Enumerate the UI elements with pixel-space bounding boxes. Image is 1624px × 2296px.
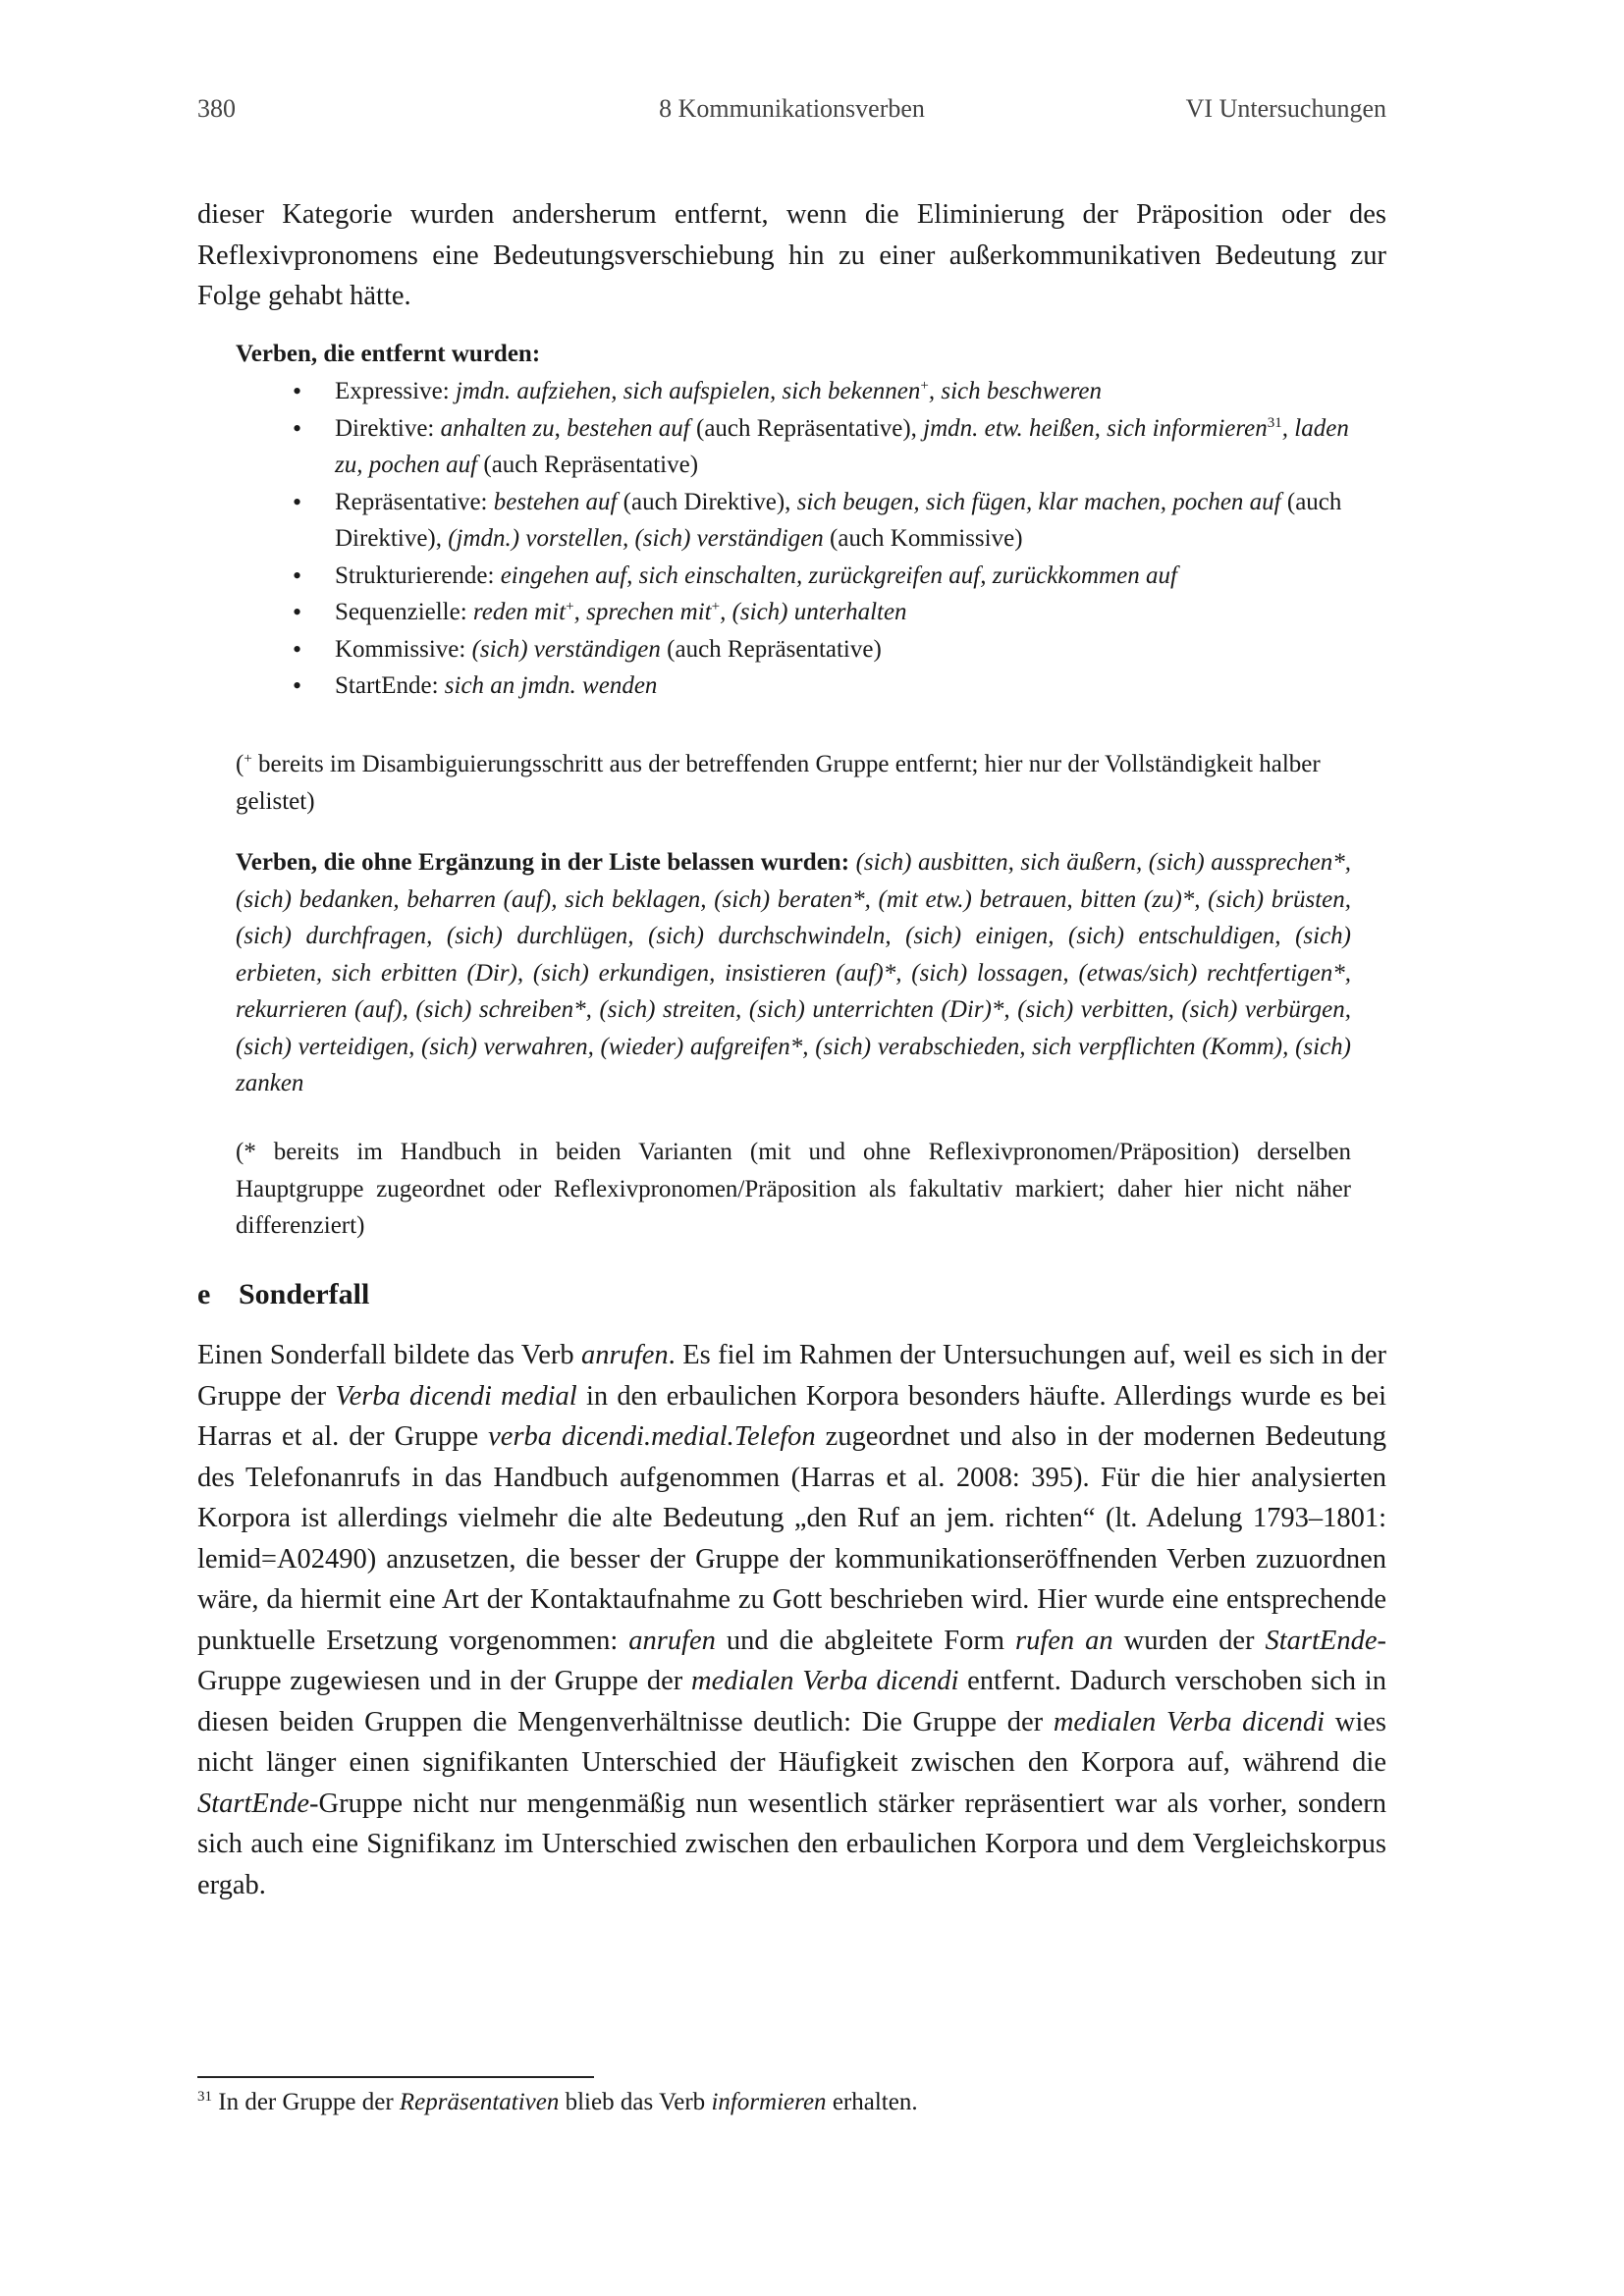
- text-run: und die abgleitete Form: [715, 1625, 1015, 1656]
- intro-paragraph: dieser Kategorie wurden andersherum entfernt, wenn die Eliminierung der Präposition oder des Reflexivpronomens eine Bedeutungsverschiebung hin zu einer außerkommunikativen Bedeutung zur Folge gehabt hätte.: [197, 199, 1386, 311]
- kept-list-title: Verben, die ohne Ergänzung in der Liste belassen wurden:: [236, 849, 850, 876]
- verb-list: eingehen auf, sich einschalten, zurückgreifen auf, zurückkommen auf: [500, 561, 1177, 589]
- sonderfall-paragraph: [197, 1335, 1386, 1905]
- plus-note: [236, 746, 1351, 820]
- category-label: Direktive:: [335, 414, 435, 442]
- kept-verbs-paragraph: [236, 844, 1351, 1102]
- running-header: [197, 94, 1386, 130]
- text-run: entfernt. Dadurch verschoben sich in diesen beiden Gruppen die Mengenverhältnisse deutlich: Die Gruppe der: [197, 1666, 1386, 1737]
- chapter-title: 8 Kommunikationsverben: [659, 94, 925, 123]
- star-note: (* bereits im Handbuch in beiden Varianten (mit und ohne Reflexivpronomen/Präposition) derselben Hauptgruppe zugeordnet oder Reflexivpronomen/Präposition als fakultativ markiert; daher hier nicht näher differenziert): [236, 1139, 1351, 1239]
- plus-marker: +: [920, 378, 929, 394]
- note-text: (auch Repräsentative): [477, 452, 699, 478]
- verb-list: (jmdn.) vorstellen, (sich) verständigen: [448, 525, 824, 552]
- note-text: ,: [554, 414, 568, 442]
- text-run: erhalten.: [826, 2089, 918, 2115]
- verb-list: reden mit: [472, 599, 567, 625]
- note-text: bereits im Disambiguierungsschritt aus der betreffenden Gruppe entfernt; hier nur der Vollständigkeit halber gelistet): [236, 751, 1321, 815]
- italic-run: StartEnde: [1265, 1625, 1378, 1656]
- italic-run: Repräsentativen: [399, 2089, 560, 2115]
- text-run: Einen Sonderfall bildete das Verb: [197, 1340, 581, 1370]
- list-item: [236, 631, 1351, 668]
- verb-list: anhalten zu: [440, 414, 555, 442]
- verb-list: , laden zu, pochen auf: [335, 414, 1349, 478]
- category-label: Sequenzielle:: [335, 599, 467, 625]
- note-text: (auch Repräsentative): [660, 635, 882, 663]
- note-text: (auch Direktive),: [617, 488, 797, 515]
- category-label: Expressive:: [335, 378, 450, 404]
- verb-list: , sich beschweren: [928, 378, 1102, 404]
- plus-marker: +: [244, 751, 252, 767]
- verb-list: sich an jmdn. wenden: [444, 672, 658, 699]
- plus-marker: +: [566, 599, 574, 614]
- text-run: In der Gruppe der: [212, 2089, 400, 2115]
- verb-list: bestehen auf: [493, 488, 618, 515]
- text-run: blieb das Verb: [559, 2089, 712, 2115]
- part-title: VI Untersuchungen: [1185, 94, 1386, 123]
- note-text: (auch Direktive),: [335, 488, 1342, 552]
- italic-run: anrufen: [628, 1625, 716, 1656]
- footnote-ref: 31: [1267, 414, 1282, 431]
- list-item: [236, 410, 1351, 484]
- text-run: -Gruppe zugewiesen und in der Gruppe der: [197, 1625, 1386, 1696]
- verb-list: (sich) ausbitten, sich äußern, (sich) aussprechen*, (sich) bedanken, beharren (auf), sich beklagen, (sich) beraten*, (mit etw.) betrauen, bitten (zu)*, (sich) brüsten, (sich) durchfragen, (sich) durchlügen, (sich) durchschwindeln, (sich) einigen, (sich) entschuldigen, (sich) erbieten, sich erbitten (Dir), (sich) erkundigen, insistieren (auf)*, (sich) lossagen, (etwas/sich) rechtfertigen*, rekurrieren (auf), (sich) schreiben*, (sich) streiten, (sich) unterrichten (Dir)*, (sich) verbitten, (sich) verbürgen, (sich) verteidigen, (sich) verwahren, (wieder) aufgreifen*, (sich) verabschieden, sich verpflichten (Komm), (sich) zanken: [236, 849, 1351, 1096]
- italic-run: anrufen: [581, 1340, 669, 1370]
- section-letter: e: [197, 1278, 211, 1310]
- italic-run: informieren: [711, 2089, 827, 2115]
- category-label: Repräsentative:: [335, 488, 488, 515]
- footnote-number: 31: [197, 2089, 212, 2105]
- footnote-divider: [197, 2076, 594, 2078]
- list-item: [236, 667, 1351, 705]
- page-number: 380: [197, 94, 236, 123]
- note-text: (auch Repräsentative),: [689, 414, 924, 442]
- italic-run: rufen an: [1014, 1625, 1113, 1656]
- verb-list: jmdn. etw. heißen, sich informieren: [923, 414, 1268, 442]
- verb-list: jmdn. aufziehen, sich aufspielen, sich bekennen: [455, 378, 921, 404]
- text-run: in den erbaulichen Korpora besonders häufte. Allerdings wurde es bei Harras et al. der Gruppe: [197, 1380, 1386, 1452]
- category-label: Kommissive:: [335, 635, 466, 663]
- italic-run: Verba dicendi medial: [335, 1380, 577, 1412]
- category-label: Strukturierende:: [335, 561, 495, 589]
- verb-list: , (sich) unterhalten: [720, 599, 907, 625]
- footnote: [197, 2085, 918, 2120]
- text-run: wies nicht länger einen signifikanten Unterschied der Häufigkeit zwischen den Korpora auf, während die: [197, 1706, 1386, 1778]
- italic-run: medialen Verba dicendi: [1053, 1706, 1326, 1737]
- verb-list: (sich) verständigen: [471, 635, 661, 663]
- plus-marker: +: [711, 599, 721, 614]
- verb-list: sich beugen, sich fügen, klar machen, pochen auf: [796, 488, 1281, 515]
- section-heading: [197, 1278, 369, 1311]
- section-title: Sonderfall: [239, 1278, 370, 1310]
- removed-list-title: Verben, die entfernt wurden:: [236, 341, 541, 367]
- text-run: -Gruppe nicht nur mengenmäßig nun wesentlich stärker repräsentiert war als vorher, sondern sich auch eine Signifikanz im Unterschied zwischen den erbaulichen Korpora und dem Vergleichskorpus ergab.: [197, 1788, 1386, 1900]
- note-prefix: (: [236, 751, 244, 777]
- category-label: StartEnde:: [335, 672, 439, 699]
- list-item: [236, 373, 1351, 410]
- text-run: zugeordnet und also in der modernen Bedeutung des Telefonanrufs in das Handbuch aufgenommen (Harras et al. 2008: 395). Für die hier analysierten Korpora ist allerdings vielmehr die alte Bedeutung „den Ruf an jem. richten“ (lt. Adelung 1793–1801: lemid=A02490) anzusetzen, die besser der Gruppe der kommunikationseröffnenden Verben zuzuordnen wäre, da hiermit eine Art der Kontaktaufnahme zu Gott beschrieben wird. Hier wurde eine entsprechende punktuelle Ersetzung vorgenommen:: [197, 1421, 1387, 1656]
- list-item: [236, 484, 1351, 558]
- verb-list: , sprechen mit: [573, 599, 712, 625]
- italic-run: medialen Verba dicendi: [691, 1666, 959, 1696]
- italic-run: StartEnde: [197, 1788, 309, 1819]
- removed-verbs-list: [236, 373, 1351, 705]
- verb-list: bestehen auf: [567, 414, 690, 442]
- note-text: (auch Kommissive): [823, 525, 1023, 552]
- text-run: . Es fiel im Rahmen der Untersuchungen auf, weil es sich in der Gruppe der: [197, 1340, 1386, 1412]
- italic-run: verba dicendi.medial.Telefon: [488, 1421, 816, 1452]
- list-item: [236, 594, 1351, 631]
- text-run: wurden der: [1112, 1625, 1266, 1656]
- list-item: [236, 558, 1351, 595]
